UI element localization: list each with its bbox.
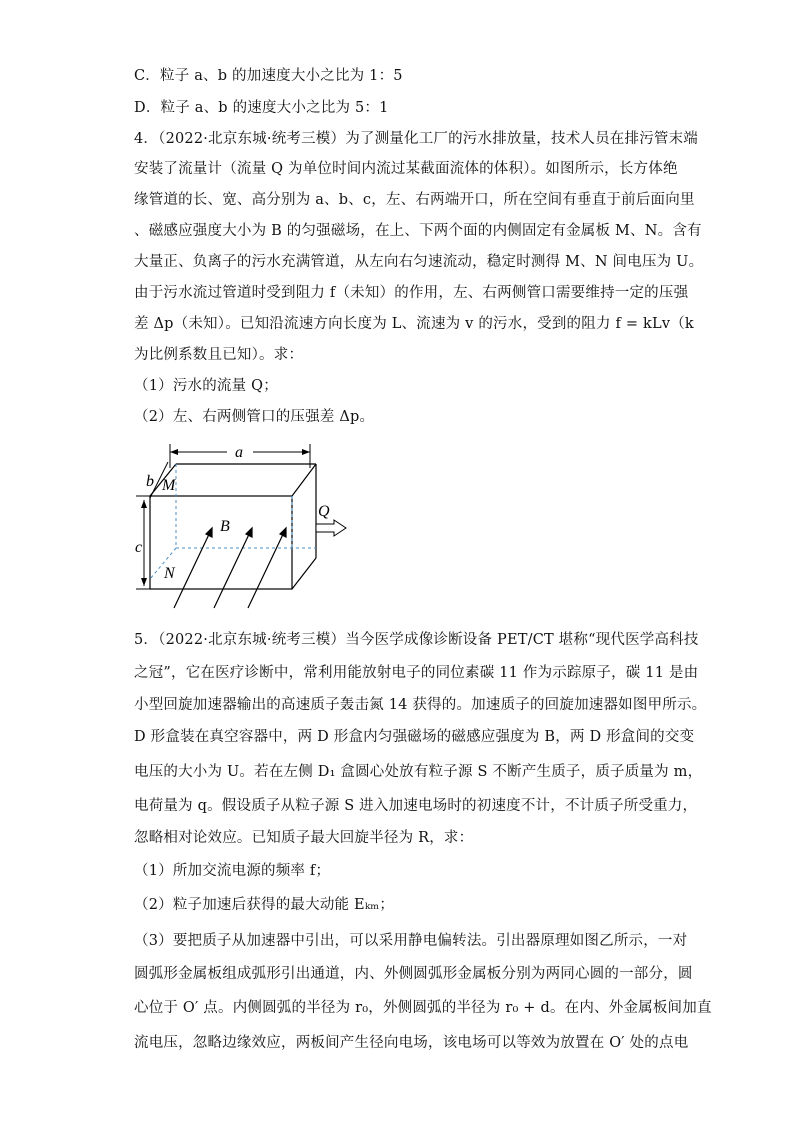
q5-sub-question-2: （2）粒子加速后获得的最大动能 Eₖₘ； (134, 897, 395, 913)
label-M: M (162, 477, 176, 494)
q5-line: 流电压，忽略边缘效应，两板间产生径向电场，该电场可以等效为放置在 O′ 处的点电 (134, 1035, 689, 1051)
q4-line: 大量正、负离子的污水充满管道，从左向右匀速流动，稳定时测得 M、N 间电压为 U。 (134, 254, 704, 270)
option-d: D．粒子 a、b 的速度大小之比为 5：1 (134, 100, 389, 116)
label-Q: Q (318, 503, 330, 520)
q5-sub-question-3: （3）要把质子从加速器中引出，可以采用静电偏转法。引出器原理如图乙所示，一对 (134, 933, 688, 949)
q5-line: 电压的大小为 U。若在左侧 D₁ 盒圆心处放有粒子源 S 不断产生质子，质子质量为 m， (134, 764, 703, 780)
q4-sub-question-1: （1）污水的流量 Q； (134, 378, 278, 394)
magnetic-field-arrows (174, 528, 286, 608)
q5-line: D 形盒装在真空容器中，两 D 形盒内匀强磁场的磁感应强度为 B，两 D 形盒间的交变 (134, 729, 695, 745)
q4-sub-question-2: （2）左、右两侧管口的压强差 Δp。 (134, 409, 375, 425)
q4-line: 为比例系数且已知）。求： (134, 347, 304, 363)
q5-line: 圆弧形金属板组成弧形引出通道，内、外侧圆弧形金属板分别为两同心圆的一部分，圆 (134, 966, 693, 982)
q5-line: 忽略相对论效应。已知质子最大回旋半径为 R，求： (134, 830, 474, 846)
q4-line: 、磁感应强度大小为 B 的匀强磁场，在上、下两个面的内侧固定有金属板 M、N。含有 (134, 223, 702, 239)
label-B: B (220, 518, 230, 535)
q5-sub-question-1: （1）所加交流电源的频率 f； (134, 863, 331, 879)
q4-line: 差 Δp（未知）。已知沿流速方向长度为 L、流速为 v 的污水，受到的阻力 f = kLv（k (134, 316, 694, 332)
q5-line: 电荷量为 q。假设质子从粒子源 S 进入加速电场时的初速度不计，不计质子所受重力， (134, 798, 698, 814)
q5-line: 心位于 O′ 点。内侧圆弧的半径为 r₀，外侧圆弧的半径为 r₀ + d。在内、外金属板间加直 (134, 1000, 712, 1016)
q4-line: 4．（2022·北京东城·统考三模）为了测量化工厂的污水排放量，技术人员在排污管末端 (134, 131, 698, 147)
pipe-diagram (128, 436, 368, 616)
label-b: b (146, 473, 154, 490)
q5-line: 5．（2022·北京东城·统考三模）当今医学成像诊断设备 PET/CT 堪称“现代医学高科技 (134, 632, 699, 648)
flow-arrow (316, 520, 346, 536)
label-a: a (235, 444, 243, 461)
q4-line: 安装了流量计（流量 Q 为单位时间内流过某截面流体的体积）。如图所示，长方体绝 (134, 161, 678, 177)
label-N: N (164, 565, 175, 582)
q5-line: 之冠”，它在医疗诊断中，常利用能放射电子的同位素碳 11 作为示踪原子，碳 11 是由 (134, 665, 699, 681)
q4-line: 由于污水流过管道时受到阻力 f（未知）的作用，左、右两侧管口需要维持一定的压强 (134, 285, 689, 301)
option-c: C．粒子 a、b 的加速度大小之比为 1：5 (134, 68, 403, 84)
label-c: c (135, 539, 143, 556)
q4-line: 缘管道的长、宽、高分别为 a、b、c，左、右两端开口，所在空间有垂直于前后面向里 (134, 192, 695, 208)
q5-line: 小型回旋加速器输出的高速质子轰击氮 14 获得的。加速质子的回旋加速器如图甲所示。 (134, 697, 707, 713)
